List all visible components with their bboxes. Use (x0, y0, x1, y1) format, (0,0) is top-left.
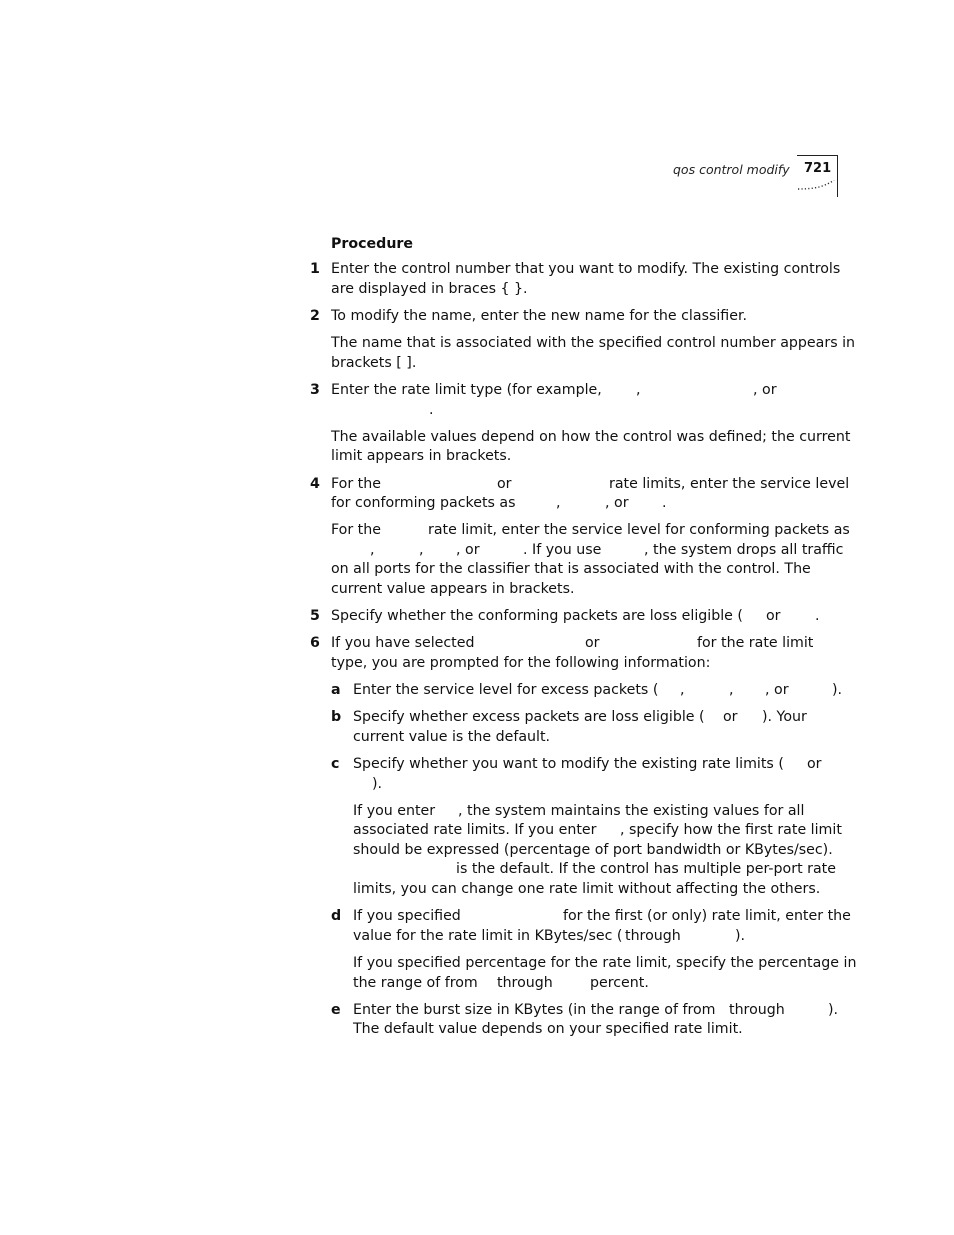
step-number-4: 4 (310, 476, 320, 492)
step-4-line2-b: , (556, 495, 561, 511)
step-6-text-c: for the rate limit (697, 635, 814, 651)
step-5-text-a: Specify whether the conforming packets are loss eligible ( (331, 608, 743, 624)
step-4-para2-l1b: rate limit, enter the service level for conforming packets as (428, 522, 850, 538)
step-number-1: 1 (310, 261, 320, 277)
substep-d-l1b: for the first (or only) rate limit, enter the (563, 908, 851, 924)
step-2-line-1: To modify the name, enter the new name for the classifier. (331, 308, 747, 324)
step-4-para2-l3: on all ports for the classifier that is associated with the control. The (331, 561, 811, 577)
substep-b-l1c: ). Your (762, 709, 807, 725)
substep-c-para-l2b: , specify how the first rate limit (620, 822, 842, 838)
step-4-text-c: rate limits, enter the service level (609, 476, 850, 492)
substep-c-para-l5: limits, you can change one rate limit without affecting the others. (353, 881, 821, 897)
substep-b-l1b: or (723, 709, 738, 725)
substep-letter-a: a (331, 682, 341, 698)
step-3-text-c: , or (753, 382, 777, 398)
substep-c-para-l4: is the default. If the control has multiple per-port rate (456, 861, 836, 877)
step-4-text-b: or (497, 476, 512, 492)
step-6-text-a: If you have selected (331, 635, 475, 651)
running-header-title: qos control modify (673, 162, 790, 177)
step-5-text-b: or (766, 608, 781, 624)
substep-letter-b: b (331, 709, 342, 725)
step-6-line-2: type, you are prompted for the following information: (331, 655, 711, 671)
header-bracket-top (797, 155, 837, 156)
step-3-line-2: . (429, 402, 434, 418)
step-number-6: 6 (310, 635, 320, 651)
section-heading: Procedure (331, 236, 414, 252)
substep-e-l1b: through (729, 1002, 785, 1018)
step-4-para2-l2d: . If you use (523, 542, 602, 558)
step-4-para2-l1a: For the (331, 522, 381, 538)
substep-letter-e: e (331, 1002, 341, 1018)
step-1-line-2: are displayed in braces { }. (331, 281, 528, 297)
substep-e-l2: The default value depends on your specified rate limit. (353, 1021, 743, 1037)
substep-c-para-l1b: , the system maintains the existing values for all (458, 803, 805, 819)
step-2-note-line-2: brackets [ ]. (331, 355, 417, 371)
step-4-text-a: For the (331, 476, 381, 492)
substep-d-l2c: ). (735, 928, 746, 944)
step-4-line2-a: for conforming packets as (331, 495, 516, 511)
step-6-text-b: or (585, 635, 600, 651)
substep-e-l1a: Enter the burst size in KBytes (in the range of from (353, 1002, 716, 1018)
step-4-para2-l4: current value appears in brackets. (331, 581, 575, 597)
substep-a-text-e: ). (832, 682, 843, 698)
step-3-note-line-2: limit appears in brackets. (331, 448, 512, 464)
step-1-line-1: Enter the control number that you want to modify. The existing controls (331, 261, 841, 277)
substep-c-para-l3: should be expressed (percentage of port bandwidth or KBytes/sec). (353, 842, 833, 858)
substep-c-para-l2a: associated rate limits. If you enter (353, 822, 597, 838)
substep-c-l1a: Specify whether you want to modify the existing rate limits ( (353, 756, 784, 772)
substep-e-l1c: ). (828, 1002, 839, 1018)
step-5-text-c: . (815, 608, 820, 624)
step-number-3: 3 (310, 382, 320, 398)
substep-a-text-d: , or (765, 682, 789, 698)
substep-a-text-b: , (680, 682, 685, 698)
step-4-para2-l2e: , the system drops all traffic (644, 542, 844, 558)
substep-a-text-c: , (729, 682, 734, 698)
step-3-text-b: , (636, 382, 641, 398)
substep-b-l1a: Specify whether excess packets are loss eligible ( (353, 709, 705, 725)
header-bracket-right (837, 155, 838, 197)
substep-a-text-a: Enter the service level for excess packets ( (353, 682, 659, 698)
substep-d-l1a: If you specified (353, 908, 461, 924)
step-4-para2-l2c: , or (456, 542, 480, 558)
substep-letter-c: c (331, 756, 340, 772)
substep-b-l2: current value is the default. (353, 729, 551, 745)
step-4-para2-l2a: , (370, 542, 375, 558)
step-3-text-a: Enter the rate limit type (for example, (331, 382, 602, 398)
substep-d-para-l1: If you specified percentage for the rate limit, specify the percentage in (353, 955, 857, 971)
step-3-note-line-1: The available values depend on how the control was defined; the current (331, 429, 851, 445)
substep-d-l2b: through (625, 928, 681, 944)
step-number-5: 5 (310, 608, 320, 624)
step-4-para2-l2b: , (419, 542, 424, 558)
step-number-2: 2 (310, 308, 320, 324)
substep-c-l2: ). (372, 776, 383, 792)
substep-c-l1b: or (807, 756, 822, 772)
substep-d-para-l2c: percent. (590, 975, 649, 991)
step-2-note-line-1: The name that is associated with the specified control number appears in (331, 335, 856, 351)
substep-letter-d: d (331, 908, 342, 924)
substep-d-l2a: value for the rate limit in KBytes/sec ( (353, 928, 623, 944)
substep-c-para-l1a: If you enter (353, 803, 436, 819)
step-4-line2-d: . (662, 495, 667, 511)
page-number: 721 (804, 161, 832, 176)
step-4-line2-c: , or (605, 495, 629, 511)
substep-d-para-l2b: through (497, 975, 553, 991)
substep-d-para-l2a: the range of from (353, 975, 478, 991)
header-dotted-curve (797, 180, 835, 192)
